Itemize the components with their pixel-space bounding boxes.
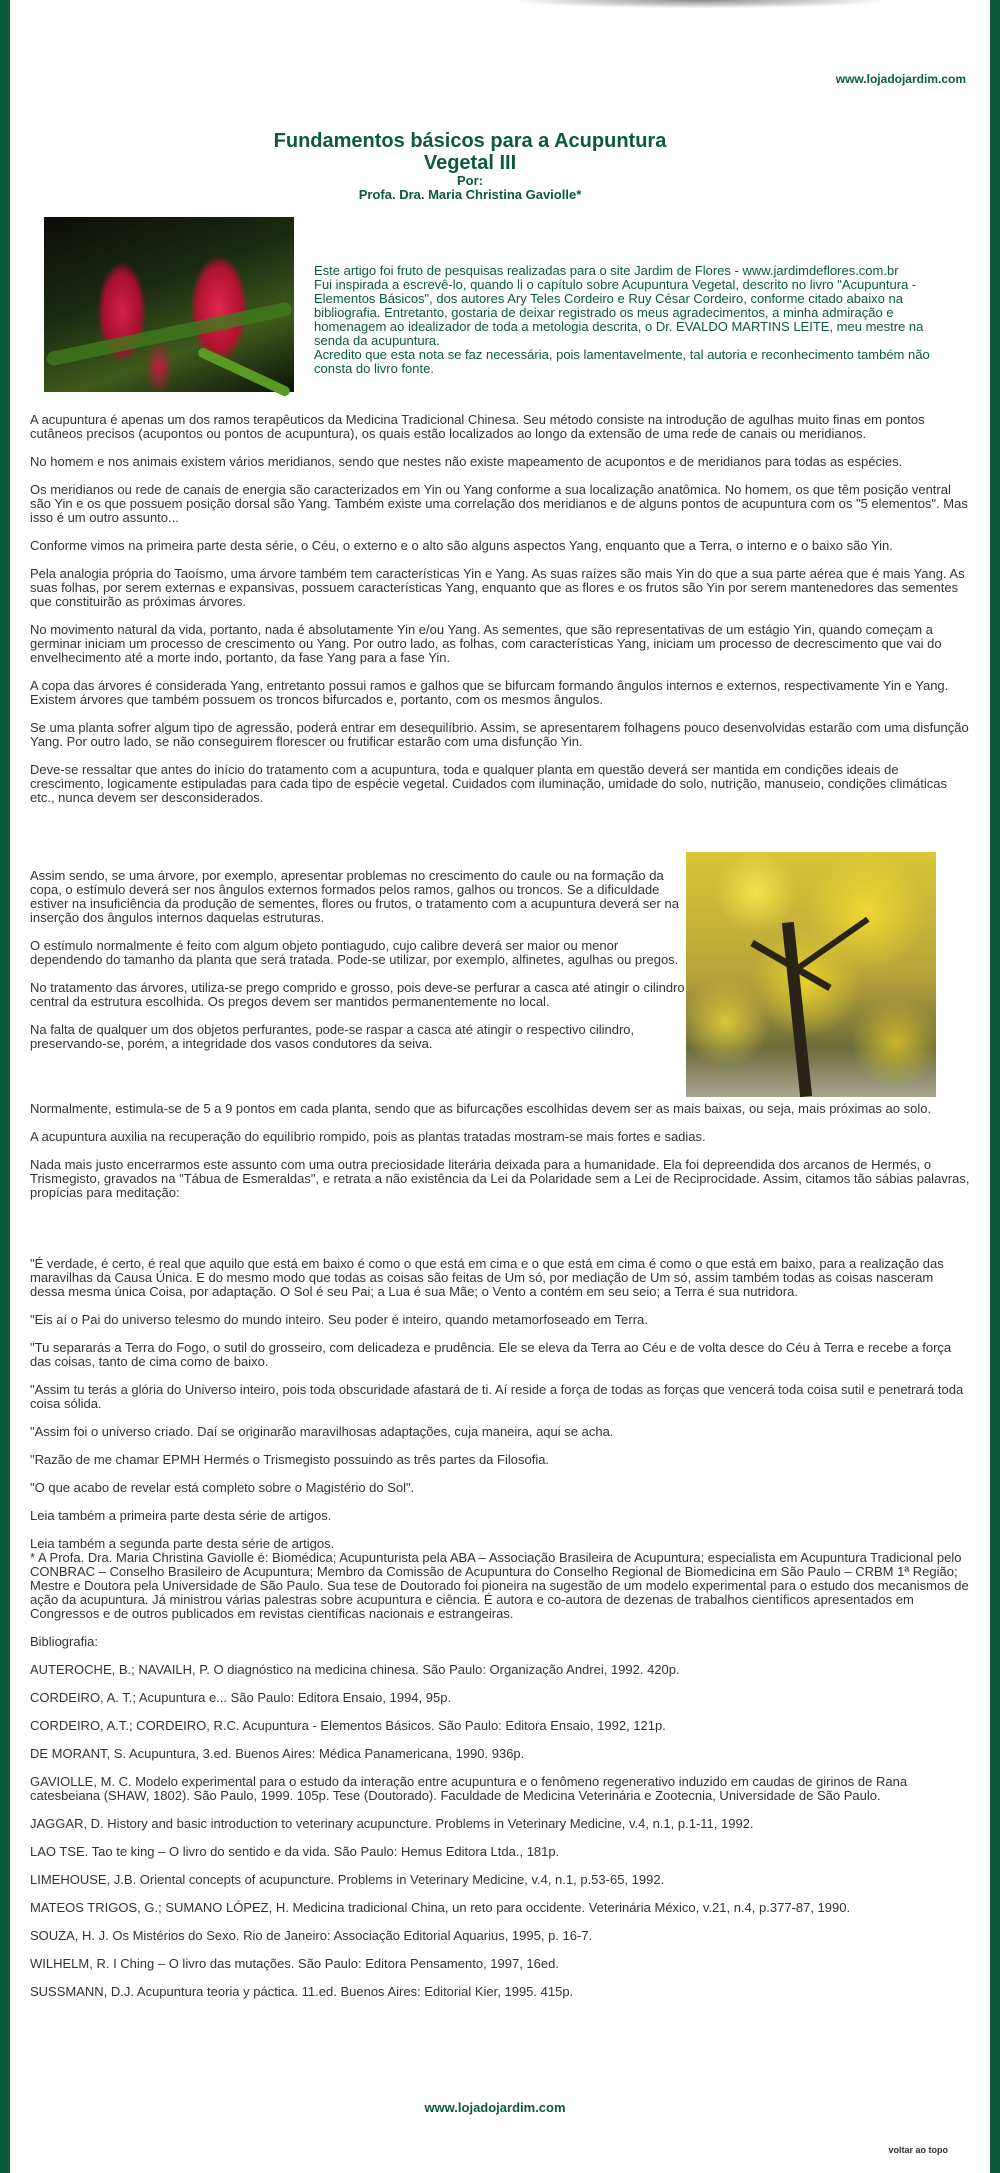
article-section-b [30,869,690,1065]
bibliography-item: SOUZA, H. J. Os Mistérios do Sexo. Rio de Janeiro: Associação Editorial Aquarius, 1995, p. 16-7. [30,1928,593,1943]
intro-line-3: Acredito que esta nota se faz necessária, pois lamentavelmente, tal autoria e reconhecimento também não consta do livro fonte. [314,347,930,376]
bibliography-item: CORDEIRO, A.T.; CORDEIRO, R.C. Acupuntura - Elementos Básicos. São Paulo: Editora Ensaio, 1992, 121p. [30,1718,666,1733]
read-also-part-1-link[interactable]: Leia também a primeira parte desta série de artigos. [30,1508,332,1523]
hibiscus-photo [44,217,294,392]
paragraph: No homem e nos animais existem vários meridianos, sendo que nestes não existe mapeamento de acupontos e de meridianos para todas as espécies. [30,454,903,469]
bibliography-item: DE MORANT, S. Acupuntura, 3.ed. Buenos Aires: Médica Panamericana, 1990. 936p. [30,1746,525,1761]
intro-note [314,264,954,376]
back-to-top-link[interactable]: voltar ao topo [888,2145,948,2155]
quote: "O que acabo de revelar está completo sobre o Magistério do Sol". [30,1480,415,1495]
paragraph: A copa das árvores é considerada Yang, entretanto possui ramos e galhos que se bifurcam formando ângulos internos e externos, respectivamente Yin e Yang. Existem árvores que também possuem os troncos bifurcados e, portanto, com os mesmos ângulos. [30,678,949,707]
yellow-tree-photo [686,852,936,1097]
author-name: Profa. Dra. Maria Christina Gaviolle* [358,187,582,202]
bibliography-item: LAO TSE. Tao te king – O livro do sentido e da vida. São Paulo: Hemus Editora Ltda., 181p. [30,1844,560,1859]
bibliography-item: WILHELM, R. I Ching – O livro das mutações. São Paulo: Editora Pensamento, 1997, 16ed. [30,1956,559,1971]
quote: "Eis aí o Pai do universo telesmo do mundo inteiro. Seu poder é inteiro, quando metamorfoseado em Terra. [30,1312,648,1327]
quote: "Tu separarás a Terra do Fogo, o sutil do grosseiro, com delicadeza e prudência. Ele se eleva da Terra ao Céu e de volta desce do Céu à Terra e recebe a força das coisas, tanto de cima como de baixo. [30,1340,952,1369]
bibliography-label: Bibliografia: [30,1634,98,1649]
bibliography-item: GAVIOLLE, M. C. Modelo experimental para o estudo da interação entre acupuntura e o fenômeno regenerativo induzido em caudas de girinos de Rana catesbeiana (SHAW, 1802). São Paulo, 1999. 105p. Tese (Doutorado). Faculdade de Medicina Veterinária e Zootecnia, Universidade de São Paulo. [30,1774,908,1803]
page-title-line2: Vegetal III [423,152,517,174]
paragraph: A acupuntura auxilia na recuperação do equilíbrio rompido, pois as plantas tratadas mostram-se mais fortes e sadias. [30,1129,706,1144]
paragraph: Pela analogia própria do Taoísmo, uma árvore também tem características Yin e Yang. As suas raízes são mais Yin do que a sua parte aérea que é mais Yang. As suas folhas, por serem externas e expansivas, possuem características Yang, enquanto que as flores e os frutos são Yin por serem mantenedores das sementes que constituirão as próximas árvores. [30,566,965,609]
bibliography-item: LIMEHOUSE, J.B. Oriental concepts of acupuncture. Problems in Veterinary Medicine, v.4, n.1, p.53-65, 1992. [30,1872,665,1887]
author-note: * A Profa. Dra. Maria Christina Gaviolle é: Biomédica; Acupunturista pela ABA – Associação Brasileira de Acupuntura; especialista em Acupuntura Tradicional pelo CONBRAC – Conselho Brasileiro de Acupuntura; Membro da Comissão de Acupuntura do Conselho Regional de Biomedicina em São Paulo – CRBM 1ª Região; Mestre e Doutora pela Universidade de São Paulo. Sua tese de Doutorado foi pioneira na sugestão de um modelo experimental para o estudo dos mecanismos de ação da acupuntura. Já ministrou várias palestras sobre acupuntura e ciência. É autora e co-autora de dezenas de trabalhos científicos apresentados em Congressos e de outros publicados em revistas científicas nacionais e estrangeiras. [30,1550,969,1621]
paragraph: Deve-se ressaltar que antes do início do tratamento com a acupuntura, toda e qualquer planta em questão deverá ser mantida em condições ideais de crescimento, logicamente estipuladas para cada tipo de espécie vegetal. Cuidados com iluminação, umidade do solo, nutrição, manuseio, condições climáticas etc., nunca devem ser desconsiderados. [30,762,948,805]
article-section-a [30,413,970,819]
page-title-line1: Fundamentos básicos para a Acupuntura [273,130,667,152]
intro-line-2: Fui inspirada a escrevê-lo, quando li o capítulo sobre Acupuntura Vegetal, descrito no livro "Acupuntura - Elementos Básicos", dos autores Ary Teles Cordeiro e Ruy César Cordeiro, conforme citado abaixo na bibliografia. Entretanto, gostaria de deixar registrado os meus agradecimentos, a minha admiração e homenagem ao idealizador de toda a metologia descrita, o Dr. EVALDO MARTINS LEITE, meu mestre na senda da acupuntura. [314,277,924,348]
quote: "Assim tu terás a glória do Universo inteiro, pois toda obscuridade afastará de ti. Aí reside a força de todas as forças que vencerá toda coisa sutil e penetrará toda coisa sólida. [30,1382,964,1411]
paragraph: A acupuntura é apenas um dos ramos terapêuticos da Medicina Tradicional Chinesa. Seu método consiste na introdução de agulhas muito finas em pontos cutâneos precisos (acupontos ou pontos de acupuntura), os quais estão localizados ao longo da extensão de uma rede de canais ou meridianos. [30,412,925,441]
emerald-tablet-quotes [30,1257,970,2013]
paragraph: Se uma planta sofrer algum tipo de agressão, poderá entrar em desequilíbrio. Assim, se apresentarem folhagens pouco desenvolvidas estarão com uma disfunção Yang. Por outro lado, se não conseguirem florescer ou frutificar estarão com uma disfunção Yin. [30,720,969,749]
bibliography-item: SUSSMANN, D.J. Acupuntura teoria y páctica. 11.ed. Buenos Aires: Editorial Kier, 1995. 415p. [30,1984,574,1999]
paragraph: Normalmente, estimula-se de 5 a 9 pontos em cada planta, sendo que as bifurcações escolhidas devem ser as mais baixas, ou seja, mais próximas ao solo. [30,1101,932,1116]
paragraph: Nada mais justo encerrarmos este assunto com uma outra preciosidade literária deixada para a humanidade. Ela foi depreendida dos arcanos de Hermés, o Trismegisto, gravados na "Tábua de Esmeraldas", e retrata a não existência da Lei da Polaridade sem a Lei de Reciprocidade. Assim, citamos tão sábias palavras, propícias para meditação: [30,1157,970,1200]
left-border-bar [0,0,10,2173]
top-shadow-decoration [520,0,880,8]
paragraph: No movimento natural da vida, portanto, nada é absolutamente Yin e/ou Yang. As sementes, que são representativas de um estágio Yin, quando começam a germinar iniciam um processo de crescimento ou Yang. Por outro lado, as folhas, com características Yang, iniciam um processo de decrescimento que vai do envelhecimento até a morte indo, portanto, da fase Yang para a fase Yin. [30,622,942,665]
site-link-bottom[interactable]: www.lojadojardim.com [424,2100,566,2115]
author-label: Por: [457,173,483,188]
paragraph: Na falta de qualquer um dos objetos perfurantes, pode-se raspar a casca até atingir o respectivo cilindro, preservando-se, porém, a integridade dos vasos condutores da seiva. [30,1022,635,1051]
site-link-top[interactable]: www.lojadojardim.com [835,72,966,86]
intro-line-1: Este artigo foi fruto de pesquisas realizadas para o site Jardim de Flores - www.jardimdeflores.com.br [314,263,899,278]
paragraph: Os meridianos ou rede de canais de energia são caracterizados em Yin ou Yang conforme a sua localização anatômica. No homem, os que têm posição ventral são Yin e os que possuem posição dorsal são Yang. Também existe uma correlação dos meridianos e de alguns pontos de acupuntura com os "5 elementos". Mas isso é um outro assunto... [30,482,968,525]
right-border-bar [990,0,1000,2173]
bibliography-item: MATEOS TRIGOS, G.; SUMANO LÓPEZ, H. Medicina tradicional China, un reto para occidente. Veterinária México, v.21, n.4, p.377-87, 1990. [30,1900,851,1915]
bibliography-item: AUTEROCHE, B.; NAVAILH, P. O diagnóstico na medicina chinesa. São Paulo: Organização Andrei, 1992. 420p. [30,1662,680,1677]
quote: "Assim foi o universo criado. Daí se originarão maravilhosas adaptações, cuja maneira, aqui se acha. [30,1424,614,1439]
bibliography-item: JAGGAR, D. History and basic introduction to veterinary acupuncture. Problems in Veterinary Medicine, v.4, n.1, p.1-11, 1992. [30,1816,754,1831]
read-also-part-2-link[interactable]: Leia também a segunda parte desta série de artigos. [30,1536,335,1551]
title-block [0,130,940,202]
paragraph: Conforme vimos na primeira parte desta série, o Céu, o externo e o alto são alguns aspectos Yang, enquanto que a Terra, o interno e o baixo são Yin. [30,538,893,553]
quote: "Razão de me chamar EPMH Hermés o Trismegisto possuindo as três partes da Filosofia. [30,1452,550,1467]
paragraph: No tratamento das árvores, utiliza-se prego comprido e grosso, pois deve-se perfurar a casca até atingir o cilindro central da estrutura escolhida. Os pregos devem ser mantidos permanentemente no local. [30,980,685,1009]
paragraph: O estímulo normalmente é feito com algum objeto pontiagudo, cujo calibre deverá ser maior ou menor dependendo do tamanho da planta que será tratada. Pode-se utilizar, por exemplo, alfinetes, agulhas ou pregos. [30,938,679,967]
bibliography-item: CORDEIRO, A. T.; Acupuntura e... São Paulo: Editora Ensaio, 1994, 95p. [30,1690,452,1705]
quote: "É verdade, é certo, é real que aquilo que está em baixo é como o que está em cima e o que está em cima é como o que está em baixo, para a realização das maravilhas da Causa Única. E do mesmo modo que todas as coisas são feitas de Um só, por mediação de Um só, assim também todas as coisas nasceram dessa mesma única Coisa, por adaptação. O Sol é seu Pai; a Lua é sua Mãe; o Vento a contém em seu seio; a Terra é sua nutridora. [30,1256,944,1299]
article-section-c [30,1102,970,1214]
paragraph: Assim sendo, se uma árvore, por exemplo, apresentar problemas no crescimento do caule ou na formação da copa, o estímulo deverá ser nos ângulos externos formados pelos ramos, galhos ou troncos. Se a dificuldade estiver na insuficiência da produção de sementes, flores ou frutos, o tratamento com a acupuntura deverá ser na inserção dos ângulos internos daquelas estruturas. [30,868,679,925]
